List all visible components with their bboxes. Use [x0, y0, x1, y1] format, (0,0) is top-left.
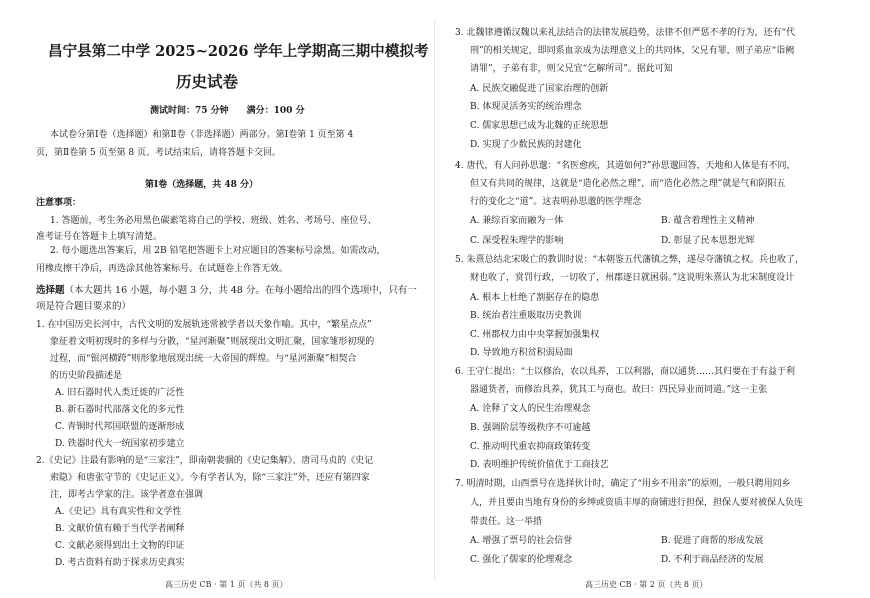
question-4-option-a: A. 兼综百家而融为一体: [470, 216, 564, 226]
question-7-option-b: B. 促进了商帮的形成发展: [661, 536, 764, 546]
question-6-stem: 器通货者，而修治具养，犹其工与商也。故曰：四民异业而同道。”这一主张: [470, 385, 768, 395]
page-right: [435, 0, 870, 598]
question-6-stem: 6. 王守仁提出：“士以修治，农以具养，工以利器，商以通货……其归要在于有益于利: [455, 367, 796, 377]
question-1-stem: 1. 在中国历史长河中，古代文明的发展轨迹常被学者以天象作喻。其中，“繁星点点”: [36, 320, 372, 330]
notice-heading: 注意事项：: [36, 198, 82, 208]
section-instructions-2: 项是符合题目要求的）: [36, 301, 132, 312]
question-2-option-d: D. 考古资料有助于探求历史真实: [55, 558, 185, 568]
question-1-option-c: C. 青铜时代邦国联盟的逐渐形成: [55, 422, 185, 432]
question-5-option-b: B. 统治者注重吸取历史教训: [470, 311, 582, 321]
question-3-option-c: C. 儒家思想已成为北魏的正统思想: [470, 121, 609, 131]
question-7-option-d: D. 不利于商品经济的发展: [661, 555, 764, 565]
question-5-option-a: A. 根本上杜绝了割据存在的隐患: [470, 293, 600, 303]
page-footer: 高三历史 CB · 第 2 页（共 8 页）: [585, 580, 708, 589]
notice-line: 准考证号在答题卡上填写清楚。: [36, 232, 163, 242]
question-4-option-c: C. 深受程朱理学的影响: [470, 236, 564, 246]
question-1-stem: 的历史阶段描述是: [50, 371, 123, 381]
question-7-stem: 7. 明清时期，山西票号在选择伙计时，确定了“用乡不用亲”的原则，一般只聘用同乡: [455, 479, 791, 489]
question-7-stem: 带责任。这一举措: [470, 517, 543, 527]
question-2-option-c: C. 文献必须得到出土文物的印证: [55, 541, 185, 551]
question-2-option-b: B. 文献价值有赖于当代学者阐释: [55, 524, 185, 534]
question-3-option-b: B. 体现灵活务实的统治理念: [470, 102, 582, 112]
question-5-option-d: D. 导致地方积贫积弱局面: [470, 348, 573, 358]
exam-title: 昌宁县第二中学 2025~2026 学年上学期高三期中模拟考: [48, 43, 429, 60]
question-4-option-b: B. 蕴含着理性主义精神: [661, 216, 755, 226]
question-3-stem: 刑”的相关规定，即同系血亲成为法理意义上的共同体，父兄有罪，则子弟应“诣阙: [470, 46, 795, 56]
section-instructions: （本大题共 16 小题，每小题 3 分，共 48 分。在每小题给出的四个选项中，只有一: [64, 285, 417, 296]
question-4-option-d: D. 彰显了民本思想光辉: [661, 236, 755, 246]
question-1-option-a: A. 旧石器时代人类迁徙的广泛性: [55, 388, 185, 398]
question-1-stem: 象征着文明初现时的多样与分散，“星河渐聚”则展现出文明汇聚，国家雏形初现的: [50, 337, 375, 347]
question-3-option-a: A. 民族交融促进了国家治理的创新: [470, 84, 609, 94]
question-7-stem: 人，并且要由当地有身份的乡绅或资质丰厚的商铺进行担保，担保人要对被保人负连: [470, 498, 804, 508]
question-3-stem: 3. 北魏律遵循汉魏以来礼法结合的法律发展趋势，法律不但严惩不孝的行为，还有“代: [455, 28, 796, 38]
question-1-stem: 过程，而“银河横跨”则形象地展现出统一大帝国的辉煌。与“星河渐聚”相契合: [50, 354, 357, 364]
question-1-option-b: B. 新石器时代部落文化的多元性: [55, 405, 185, 415]
question-3-option-d: D. 实现了少数民族的封建化: [470, 140, 582, 150]
exam-subtitle: 历史试卷: [176, 72, 239, 91]
section-label: 选择题: [36, 285, 65, 296]
question-2-option-a: A.《史记》具有真实性和文学性: [55, 507, 182, 517]
section-heading: [36, 284, 417, 298]
question-7-option-a: A. 增强了票号的社会信誉: [470, 536, 573, 546]
question-2-stem: 2.《史记》注最有影响的是“三家注”，即南朝裴骃的《史记集解》、唐司马贞的《史记: [36, 456, 374, 466]
question-6-option-a: A. 诠释了文人的民生治理观念: [470, 404, 591, 414]
notice-line: 1. 答题前，考生务必用黑色碳素笔将自己的学校、班级、姓名、考场号、座位号、: [50, 216, 377, 226]
question-7-option-c: C. 强化了儒家的伦理观念: [470, 555, 573, 565]
notice-line: 2. 每小题选出答案后，用 2B 铅笔把答题卡上对应题目的答案标号涂黑。如需改动，: [50, 246, 386, 256]
question-3-stem: 请罪”，子弟有非，则父兄宜“乞解所司”。据此可知: [470, 64, 673, 74]
intro-line: 页，第Ⅱ卷第 5 页至第 8 页。考试结束后，请将答题卡交回。: [36, 148, 282, 158]
question-6-option-c: C. 推动明代重农抑商政策转变: [470, 442, 591, 452]
question-4-stem: 但又有共同的规律，这就是“造化必然之理”，而“造化必然之理”就是气和阴阳五: [470, 179, 786, 189]
question-6-option-d: D. 表明维护传统价值优于工商技艺: [470, 460, 609, 470]
question-6-option-b: B. 强调阶层等级秩序不可逾越: [470, 423, 591, 433]
intro-line: 本试卷分第Ⅰ卷（选择题）和第Ⅱ卷（非选择题）两部分。第Ⅰ卷第 1 页至第 4: [50, 130, 354, 140]
question-4-stem: 行的变化之“道”。这表明孙思邈的医学理念: [470, 197, 642, 207]
part1-heading: 第Ⅰ卷（选择题，共 48 分）: [145, 180, 259, 190]
question-5-stem: 财也收了，赏罚行政，一切收了，州郡逐日就困弱。”这说明朱熹认为北宋制度设计: [470, 273, 795, 283]
question-5-stem: 5. 朱熹总结北宋吸亡的教训时说：“本朝鉴五代藩镇之弊，遂尽夺藩镇之权。兵也收了，: [455, 255, 805, 265]
question-1-option-d: D. 铁器时代大一统国家初步建立: [55, 439, 185, 449]
question-4-stem: 4. 唐代，有人问孙思邈：“名医愈疾，其道如何?”孙思邈回答，天地和人体是有不同，: [455, 161, 796, 171]
exam-meta: 测试时间：75 分钟 满分：100 分: [150, 106, 305, 116]
question-2-stem: 索隐》和唐张守节的《史记正义》。今有学者认为，除“三家注”外，还应有第四家: [50, 473, 370, 483]
question-5-option-c: C. 州郡权力由中央掌握加强集权: [470, 330, 600, 340]
notice-line: 用橡皮擦干净后，再选涂其他答案标号。在试题卷上作答无效。: [36, 264, 289, 274]
question-2-stem: 注，即考古学家的注。该学者意在强调: [50, 490, 204, 500]
page-footer: 高三历史 CB · 第 1 页（共 8 页）: [165, 580, 288, 589]
